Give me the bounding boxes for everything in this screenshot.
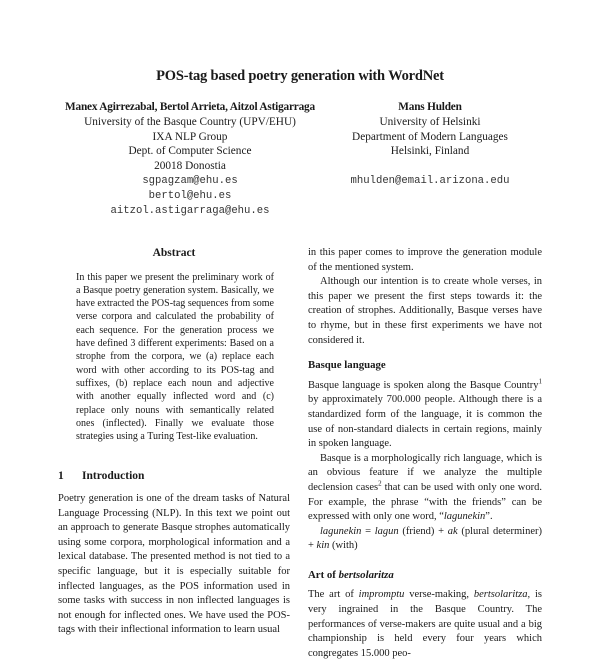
- example-word: lagunekin: [320, 525, 362, 537]
- text-run: Art of: [308, 568, 339, 581]
- subsection-heading-bertsolaritza: [308, 568, 542, 583]
- text-run: ”.: [485, 511, 493, 523]
- text-run: bertsolaritza,: [473, 589, 531, 601]
- section-number: 1: [58, 470, 64, 483]
- author-email: mhulden@email.arizona.edu: [350, 174, 510, 187]
- affiliation-line: Department of Modern Languages: [352, 130, 508, 143]
- gloss: (with): [329, 540, 358, 552]
- affiliation-line: Helsinki, Finland: [390, 145, 470, 158]
- section-heading-introduction: [58, 469, 290, 484]
- text-run: Basque is a morphologically rich language, which is an obvious feature if we analyze the multiple declension cases: [308, 452, 542, 493]
- footnote-marker: 1: [538, 377, 542, 386]
- continuation-paragraph: in this paper comes to improve the generation module of the mentioned system.: [308, 247, 542, 273]
- text-run: bertsolaritza: [338, 568, 394, 581]
- intro-paragraph: Poetry generation is one of the dream tasks of Natural Language Processing (NLP). In this text we point out an approach to generate Basque strophes automatically using some corpora, morphological information and a lexical database. The presented method is not tied to a specific language, but it is especially suitable for inflected languages, as the POS information used in some tasks with success in non inflected languages is not enough for inflected ones. We have used the POS-tags with their inflectional information to learn usual: [58, 493, 290, 636]
- affiliation-line: 20018 Donostia: [154, 160, 226, 173]
- text-run: verse-making,: [404, 589, 474, 601]
- author-names: Mans Hulden: [398, 101, 462, 113]
- spacer: [330, 159, 530, 174]
- affiliation-line: University of the Basque Country (UPV/EHU): [84, 115, 296, 128]
- basque-language-paragraph: [308, 379, 542, 452]
- morphology-paragraph: [308, 452, 542, 525]
- affiliation-line: IXA NLP Group: [152, 130, 228, 143]
- morpheme: ak: [447, 525, 458, 537]
- morpheme: kin: [316, 540, 330, 552]
- left-column: [58, 246, 290, 638]
- paragraph: Although our intention is to create whole verses, in this paper we present the first steps towards it: the creation of strophes. Additionally, Basque verses have to rhyme, but in these first experiments we have not considered it.: [308, 276, 542, 346]
- author-block-ehu: [62, 100, 318, 218]
- affiliation-line: Dept. of Computer Science: [128, 145, 252, 158]
- footnote-marker: 2: [378, 479, 382, 488]
- abstract-heading: Abstract: [152, 247, 196, 259]
- author-block-helsinki: [330, 100, 530, 189]
- text-run: =: [361, 525, 375, 537]
- morpheme: lagun: [374, 525, 399, 537]
- text-run: by approximately 700.000 people. Although there is a standardized form of the language, it is common the use of non-standard dialects in certain regions, mainly in spoken language.: [308, 394, 542, 450]
- example-line: [308, 525, 542, 554]
- text-run: is very ingrained in the Basque Country. The performances of verse-makers are quite usual and a big championship is held every four years which congregates 15.000 peo-: [308, 589, 542, 659]
- author-email: aitzol.astigarraga@ehu.es: [110, 204, 270, 217]
- text-run: that can be used with only one word. For example, the phrase “with the friends” can be expressed with only one word, “: [308, 481, 543, 523]
- author-names: Manex Agirrezabal, Bertol Arrieta, Aitzol Astigarraga: [65, 101, 315, 113]
- text-run: The art of: [308, 589, 359, 601]
- text-run: impromptu: [358, 589, 405, 601]
- author-email: bertol@ehu.es: [148, 189, 232, 202]
- subsection-heading-basque-language: Basque language: [308, 359, 386, 372]
- section-title: Introduction: [82, 470, 145, 483]
- example-word: lagunekin: [443, 511, 486, 523]
- abstract-text: In this paper we present the preliminary work of a Basque poetry generation system. Basically, we have extracted the POS-tag sequences from some verse corpora and calculated the probability of each sequence. For the generation process we have defined 3 different experiments: Based on a strophe from the corpora, we (a) replace each word with other according to its POS-tag and suffixes, (b) replace each noun and adjective with another equally inflected word and (c) replace only nouns with semantically related ones (inflected). Finally we evaluate those strategies using a Turing Test-like evaluation.: [76, 271, 274, 443]
- author-email: sgpagzam@ehu.es: [142, 174, 238, 187]
- text-run: Basque language is spoken along the Basque Country: [308, 379, 539, 391]
- paper-title: POS-tag based poetry generation with WordNet: [156, 68, 444, 84]
- gloss: (plural determiner) +: [308, 525, 542, 552]
- gloss: (friend) +: [398, 525, 448, 537]
- right-column: [308, 246, 542, 661]
- bertsolaritza-paragraph: [308, 588, 542, 661]
- affiliation-line: University of Helsinki: [379, 115, 481, 128]
